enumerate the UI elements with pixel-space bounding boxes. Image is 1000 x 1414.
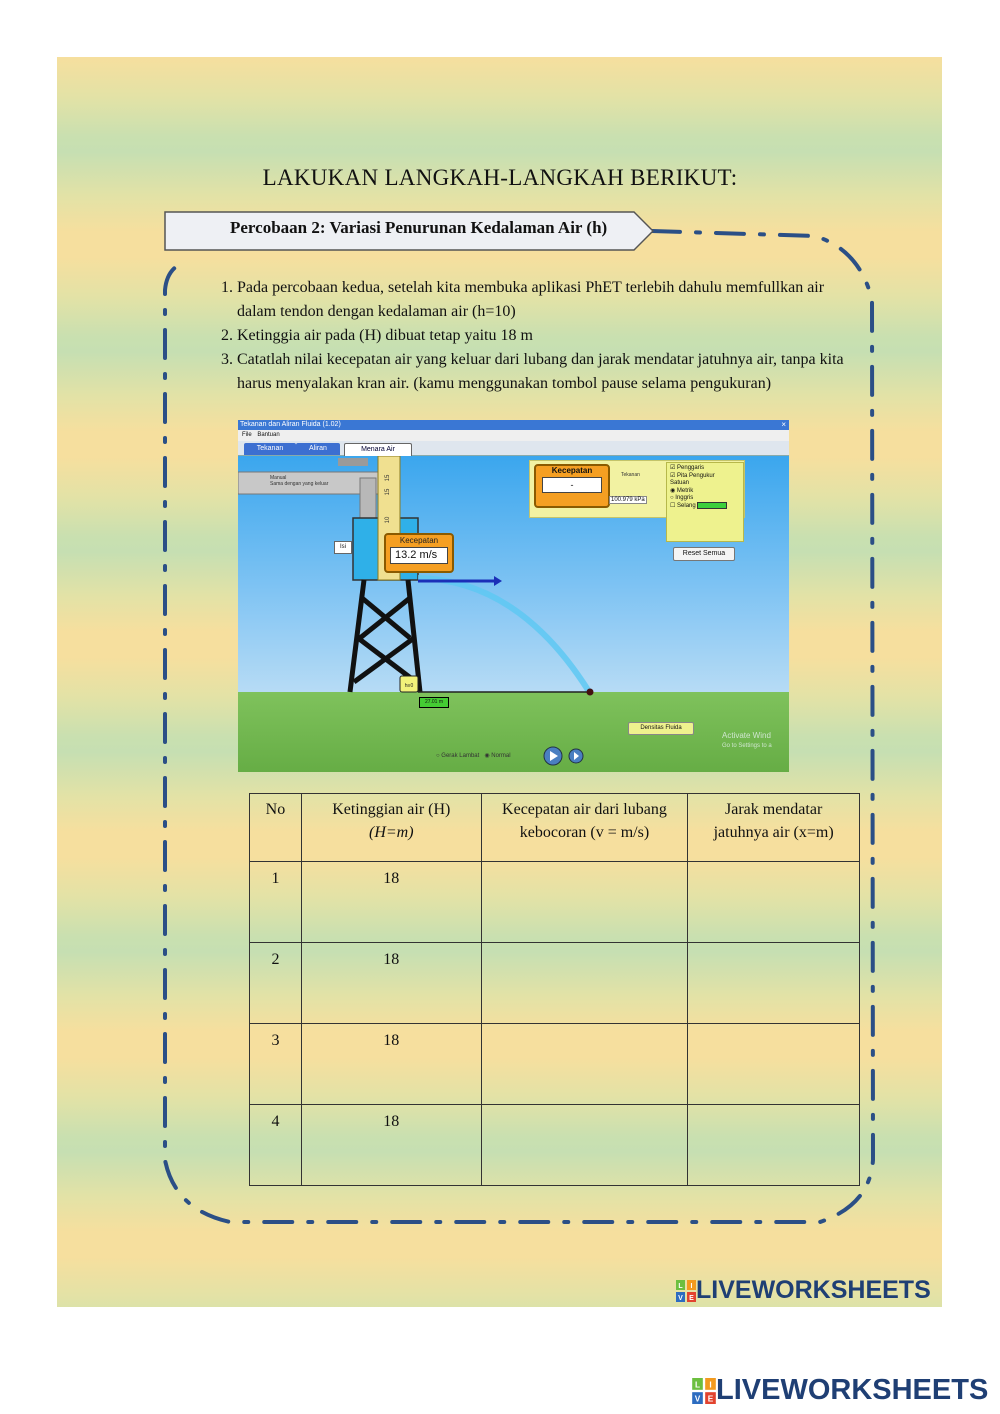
fluid-density-button[interactable]: Densitas Fluida: [628, 722, 694, 735]
instruction-list: [206, 276, 852, 396]
cell-no: 4: [250, 1105, 302, 1186]
radio-slow-motion[interactable]: ○ Gerak Lambat: [436, 753, 480, 759]
svg-text:I: I: [709, 1380, 712, 1390]
table-row: [250, 1105, 860, 1186]
fill-button[interactable]: Isi: [334, 541, 352, 554]
tape-end-marker[interactable]: [587, 689, 594, 696]
checkbox-ruler[interactable]: ☑ Penggaris: [670, 465, 705, 471]
header-height: Ketinggian air (H) (H=m): [301, 794, 481, 862]
cell-no: 1: [250, 862, 302, 943]
pump-option-manual[interactable]: Manual: [270, 475, 287, 481]
ruler-tick: 15: [385, 488, 391, 496]
svg-text:V: V: [694, 1394, 701, 1404]
table-row: [250, 943, 860, 1024]
instruction-step: 3. Catatlah nilai kecepatan air yang keluar dari lubang dan jarak mendatar jatuhnya air, tanpa kita harus menyalakan kran air. (kamu menggunakan tombol pause selama pengukuran): [237, 348, 852, 396]
control-panel: [666, 462, 744, 542]
cell-height: 18: [301, 1105, 481, 1186]
faucet-handle: [338, 458, 368, 466]
hose-toggle[interactable]: ☐ Selang: [670, 502, 740, 509]
svg-text:L: L: [678, 1283, 683, 1291]
water-stream: [418, 578, 588, 690]
svg-text:L: L: [694, 1380, 701, 1390]
velocity-sensor-idle[interactable]: [534, 464, 610, 508]
cell-velocity-input[interactable]: [481, 943, 688, 1024]
cell-distance-input[interactable]: [688, 1105, 860, 1186]
speed-mode-options: [436, 752, 511, 759]
table-row: [250, 862, 860, 943]
window-title: Tekanan dan Aliran Fluida (1.02): [240, 421, 341, 428]
tab-bar: [238, 441, 789, 456]
data-table: [249, 793, 860, 1186]
header-distance: Jarak mendatar jatuhnya air (x=m): [688, 794, 860, 862]
menu-help[interactable]: Bantuan: [257, 432, 280, 438]
velocity-sensor-value: 13.2 m/s: [390, 547, 448, 564]
cell-distance-input[interactable]: [688, 862, 860, 943]
svg-text:E: E: [689, 1295, 694, 1303]
menu-bar: [238, 430, 789, 441]
tab-aliran[interactable]: Aliran: [296, 443, 340, 455]
cell-height: 18: [301, 1024, 481, 1105]
cell-height: 18: [301, 862, 481, 943]
header-velocity: Kecepatan air dari lubang kebocoran (v = m/s): [481, 794, 688, 862]
checkbox-tape[interactable]: ☑ Pita Pengukur: [670, 473, 715, 479]
cell-velocity-input[interactable]: [481, 1105, 688, 1186]
tab-tekanan[interactable]: Tekanan: [244, 443, 296, 455]
experiment-label: Percobaan 2: Variasi Penurunan Kedalaman Air (h): [230, 218, 608, 237]
cell-height: 18: [301, 943, 481, 1024]
radio-metric[interactable]: ◉ Metrik: [670, 488, 694, 494]
hole-label: h≡0: [404, 683, 414, 689]
phet-simulation-screenshot: [238, 420, 789, 772]
units-title: Satuan: [670, 480, 690, 486]
instruction-step: 1. Pada percobaan kedua, setelah kita membuka aplikasi PhET terlebih dahulu memfullkan air dalam tendon dengan kedalaman air (h=10): [237, 276, 852, 324]
distance-readout: 27.01 m: [419, 697, 449, 708]
ruler-tick: 15: [385, 474, 391, 482]
velocity-sensor-label: Kecepatan: [399, 536, 439, 545]
velocity-sensor-idle-label: Kecepatan: [551, 466, 593, 475]
liveworksheets-logo-footer: [692, 1374, 988, 1407]
velocity-sensor[interactable]: [384, 533, 454, 573]
instruction-step: 2. Ketinggia air pada (H) dibuat tetap yaitu 18 m: [237, 324, 852, 348]
cell-velocity-input[interactable]: [481, 1024, 688, 1105]
window-titlebar: [238, 420, 789, 430]
close-icon[interactable]: ×: [781, 420, 786, 429]
svg-text:E: E: [707, 1394, 714, 1404]
cell-velocity-input[interactable]: [481, 862, 688, 943]
ruler-tick: 10: [385, 516, 391, 524]
radio-english[interactable]: ○ Inggris: [670, 495, 694, 501]
header-no: No: [250, 794, 302, 862]
activation-watermark: Activate Wind Go to Settings to a: [722, 731, 772, 749]
liveworksheets-icon: [692, 1378, 716, 1404]
reset-all-button[interactable]: Reset Semua: [673, 547, 735, 561]
gauge-label: Tekanan: [621, 472, 640, 478]
liveworksheets-icon: [676, 1280, 696, 1302]
water-tower: [350, 580, 420, 692]
cell-distance-input[interactable]: [688, 943, 860, 1024]
svg-text:I: I: [690, 1283, 693, 1291]
velocity-sensor-idle-value: -: [542, 477, 602, 493]
tab-menara-air[interactable]: Menara Air: [344, 443, 412, 456]
menu-file[interactable]: File: [242, 432, 252, 438]
pump-options: [270, 475, 328, 487]
faucet-spout: [360, 478, 376, 520]
table-row: [250, 1024, 860, 1105]
velocity-arrowhead: [494, 576, 502, 586]
cell-no: 2: [250, 943, 302, 1024]
radio-normal[interactable]: ◉ Normal: [484, 753, 511, 759]
page-title: LAKUKAN LANGKAH-LANGKAH BERIKUT:: [262, 165, 738, 190]
liveworksheets-logo-sheet: [676, 1276, 931, 1305]
cell-no: 3: [250, 1024, 302, 1105]
svg-text:V: V: [678, 1295, 683, 1303]
cell-distance-input[interactable]: [688, 1024, 860, 1105]
gauge-value: 100.979 kPa: [611, 497, 645, 503]
brand-name: LIVEWORKSHEETS: [696, 1276, 931, 1304]
table-header-row: [250, 794, 860, 862]
pump-option-match[interactable]: Sama dengan yang keluar: [270, 481, 329, 487]
brand-name: LIVEWORKSHEETS: [716, 1374, 989, 1406]
